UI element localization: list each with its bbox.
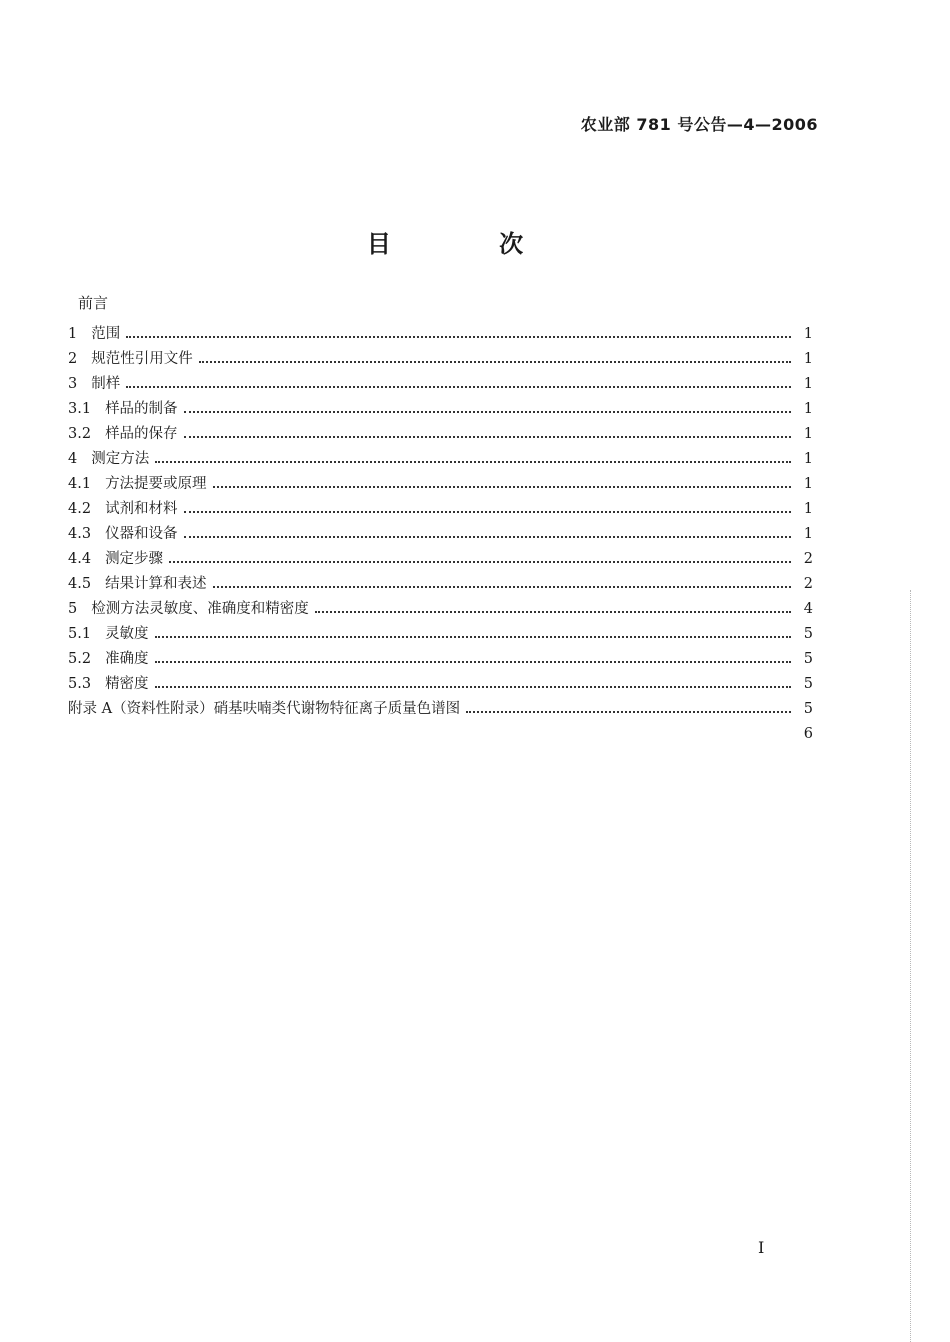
toc-entry-page: 1 (803, 501, 813, 517)
toc-leader-dots (155, 661, 791, 663)
toc-list (68, 318, 813, 743)
toc-entry-label: 范围 (91, 326, 121, 342)
toc-entry-number: 5.3 (68, 676, 92, 692)
toc-title: 目 次 (366, 230, 574, 258)
toc-entry[interactable] (68, 493, 813, 518)
toc-entry-page: 1 (803, 451, 813, 467)
toc-entry-label: 精密度 (105, 676, 149, 692)
toc-entry-label: 样品的保存 (105, 426, 178, 442)
toc-entry-page: 1 (803, 326, 813, 342)
toc-entry-appendix[interactable] (68, 693, 813, 718)
toc-entry-page: 6 (803, 726, 813, 742)
toc-entry[interactable] (68, 393, 813, 418)
toc-entry-page: 5 (803, 651, 813, 667)
toc-entry-label: 方法提要或原理 (105, 476, 207, 492)
toc-entry-page: 2 (803, 551, 813, 567)
toc-entry-number: 4.4 (68, 551, 92, 567)
toc-entry-number: 4.1 (68, 476, 92, 492)
toc-leader-dots (169, 561, 791, 563)
toc-leader-dots (199, 361, 791, 363)
toc-entry-label: 仪器和设备 (105, 526, 178, 542)
toc-entry-page: 5 (803, 701, 813, 717)
toc-entry-number: 2 (68, 351, 78, 367)
toc-entry-label: 样品的制备 (105, 401, 178, 417)
toc-leader-dots (126, 336, 791, 338)
toc-entry-page: 2 (803, 576, 813, 592)
toc-leader-dots (184, 536, 791, 538)
toc-leader-dots (466, 711, 791, 713)
toc-entry-page: 5 (803, 626, 813, 642)
toc-entry-number: 4.5 (68, 576, 92, 592)
toc-entry-continuation (68, 718, 813, 743)
toc-entry[interactable] (68, 568, 813, 593)
toc-entry-number: 5.1 (68, 626, 92, 642)
toc-leader-dots (155, 686, 791, 688)
toc-leader-dots (184, 511, 791, 513)
toc-entry[interactable] (68, 518, 813, 543)
toc-entry-page: 1 (803, 351, 813, 367)
toc-entry-label: 检测方法灵敏度、准确度和精密度 (91, 601, 309, 617)
toc-entry-label: 规范性引用文件 (91, 351, 193, 367)
toc-entry-page: 1 (803, 401, 813, 417)
toc-entry-label: 附录 A（资料性附录）硝基呋喃类代谢物特征离子质量色谱图 (68, 701, 461, 717)
toc-entry-number: 3.2 (68, 426, 92, 442)
toc-entry[interactable] (68, 618, 813, 643)
toc-leader-dots (126, 386, 791, 388)
document-code: 农业部 781 号公告—4—2006 (580, 115, 818, 134)
toc-entry[interactable] (68, 468, 813, 493)
toc-entry-page: 1 (803, 526, 813, 542)
toc-entry-label: 测定步骤 (105, 551, 164, 567)
toc-entry-number: 4 (68, 451, 78, 467)
page-number: I (758, 1238, 765, 1257)
toc-entry-number: 3 (68, 376, 78, 392)
toc-entry[interactable] (68, 593, 813, 618)
toc-entry-page: 4 (803, 601, 813, 617)
toc-entry-label: 灵敏度 (105, 626, 149, 642)
toc-entry-page: 5 (803, 676, 813, 692)
toc-entry[interactable] (68, 368, 813, 393)
toc-entry-label: 制样 (91, 376, 121, 392)
toc-entry-number: 1 (68, 326, 78, 342)
toc-leader-dots (184, 411, 791, 413)
toc-entry-label: 试剂和材料 (105, 501, 178, 517)
toc-leader-dots (155, 461, 791, 463)
toc-entry[interactable] (68, 543, 813, 568)
toc-leader-dots (184, 436, 791, 438)
toc-leader-dots (213, 586, 791, 588)
toc-entry-number: 4.2 (68, 501, 92, 517)
toc-leader-dots (155, 636, 791, 638)
toc-preface: 前言 (78, 294, 109, 312)
scan-edge-line (910, 590, 911, 1342)
toc-entry[interactable] (68, 643, 813, 668)
toc-entry-label: 准确度 (105, 651, 149, 667)
toc-entry-label: 结果计算和表述 (105, 576, 207, 592)
toc-entry-page: 1 (803, 426, 813, 442)
toc-entry-page: 1 (803, 476, 813, 492)
toc-entry-number: 3.1 (68, 401, 92, 417)
toc-entry[interactable] (68, 418, 813, 443)
toc-entry-label: 测定方法 (91, 451, 150, 467)
toc-entry[interactable] (68, 443, 813, 468)
toc-entry[interactable] (68, 318, 813, 343)
toc-leader-dots (213, 486, 791, 488)
toc-leader-dots (315, 611, 791, 613)
toc-entry-number: 5.2 (68, 651, 92, 667)
toc-entry[interactable] (68, 343, 813, 368)
toc-entry-page: 1 (803, 376, 813, 392)
toc-entry-number: 4.3 (68, 526, 92, 542)
toc-entry-number: 5 (68, 601, 78, 617)
toc-entry[interactable] (68, 668, 813, 693)
